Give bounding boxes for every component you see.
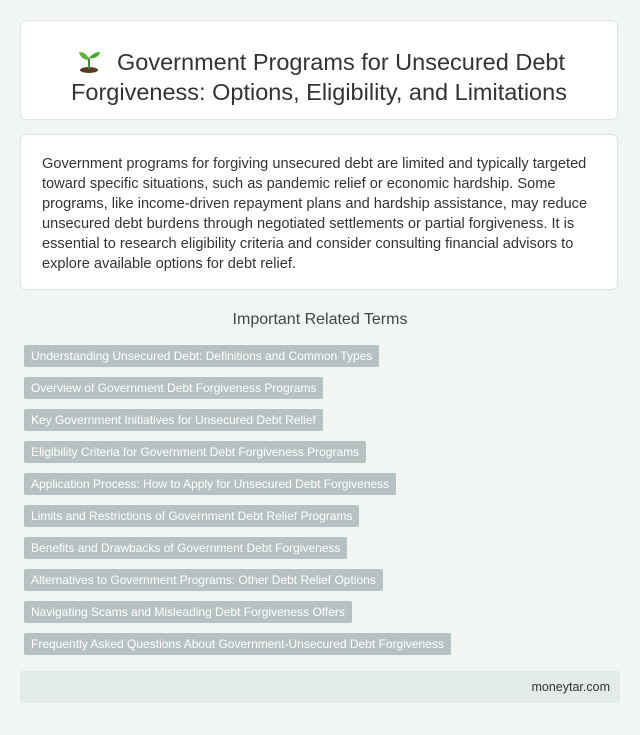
related-term-tag[interactable]: Overview of Government Debt Forgiveness Programs bbox=[24, 377, 323, 399]
summary-text: Government programs for forgiving unsecured debt are limited and typically targeted toward specific situations, such as pandemic relief or economic hardship. Some programs, like income-driven repayment plans and hardship assistance, may reduce unsecured debt burdens through negotiated settlements or partial forgiveness. It is essential to research eligibility criteria and consider consulting financial advisors to explore available options for debt relief. bbox=[42, 156, 588, 272]
related-term-tag[interactable]: Alternatives to Government Programs: Other Debt Relief Options bbox=[24, 569, 383, 591]
related-terms-heading: Important Related Terms bbox=[232, 311, 408, 328]
page-title bbox=[21, 21, 617, 107]
related-term-tag[interactable]: Application Process: How to Apply for Unsecured Debt Forgiveness bbox=[24, 473, 396, 495]
sprout-icon bbox=[73, 49, 105, 73]
title-card bbox=[20, 20, 618, 120]
related-term-tag[interactable]: Navigating Scams and Misleading Debt Forgiveness Offers bbox=[24, 601, 352, 623]
related-term-tag[interactable]: Understanding Unsecured Debt: Definitions and Common Types bbox=[24, 345, 379, 367]
related-term-tag[interactable]: Limits and Restrictions of Government Debt Relief Programs bbox=[24, 505, 359, 527]
title-text: Government Programs for Unsecured Debt Forgiveness: Options, Eligibility, and Limitations bbox=[71, 49, 567, 105]
footer-bar bbox=[20, 671, 620, 703]
related-term-tag[interactable]: Frequently Asked Questions About Government-Unsecured Debt Forgiveness bbox=[24, 633, 451, 655]
related-terms-list bbox=[24, 345, 451, 665]
summary-card bbox=[20, 134, 618, 290]
related-term-tag[interactable]: Eligibility Criteria for Government Debt Forgiveness Programs bbox=[24, 441, 366, 463]
related-term-tag[interactable]: Key Government Initiatives for Unsecured Debt Relief bbox=[24, 409, 323, 431]
footer-site-link[interactable]: moneytar.com bbox=[531, 680, 610, 694]
related-term-tag[interactable]: Benefits and Drawbacks of Government Debt Forgiveness bbox=[24, 537, 347, 559]
